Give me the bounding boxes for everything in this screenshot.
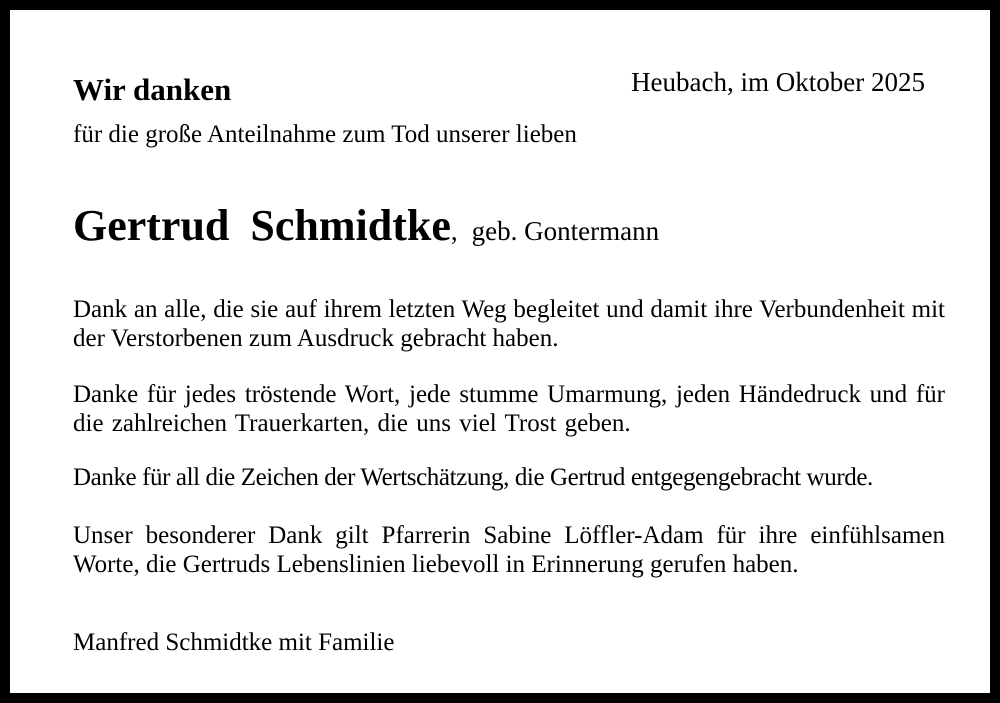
place-date: Heubach, im Oktober 2025 <box>631 67 925 97</box>
thanks-paragraph: Danke für all die Zeichen der Wertschätzung, die Gertrud entgegengebracht wurde. <box>73 464 873 491</box>
deceased-name-row <box>73 198 659 264</box>
thanks-paragraph: Dank an alle, die sie auf ihrem letzten Weg begleitet und damit ihre Verbundenheit mit der Verstorbenen zum Ausdruck gebracht haben. <box>73 296 945 352</box>
name-comma: , <box>450 216 458 246</box>
thanks-paragraph: Danke für jedes tröstende Wort, jede stumme Umarmung, jeden Händedruck und für die zahlreichen Trauerkarten, die uns viel Trost geben. <box>73 381 945 437</box>
notice-heading: Wir danken <box>73 72 232 107</box>
maiden-name: geb. Gontermann <box>471 216 660 246</box>
intro-line: für die große Anteilnahme zum Tod unserer lieben <box>73 121 577 148</box>
thanks-paragraph: Unser besonderer Dank gilt Pfarrerin Sabine Löffler-Adam für ihre einfühlsamen Worte, die Gertruds Lebenslinien liebevoll in Erinnerung gerufen haben. <box>73 522 945 578</box>
signature: Manfred Schmidtke mit Familie <box>73 629 395 656</box>
deceased-name: Gertrud Schmidtke <box>73 201 451 250</box>
